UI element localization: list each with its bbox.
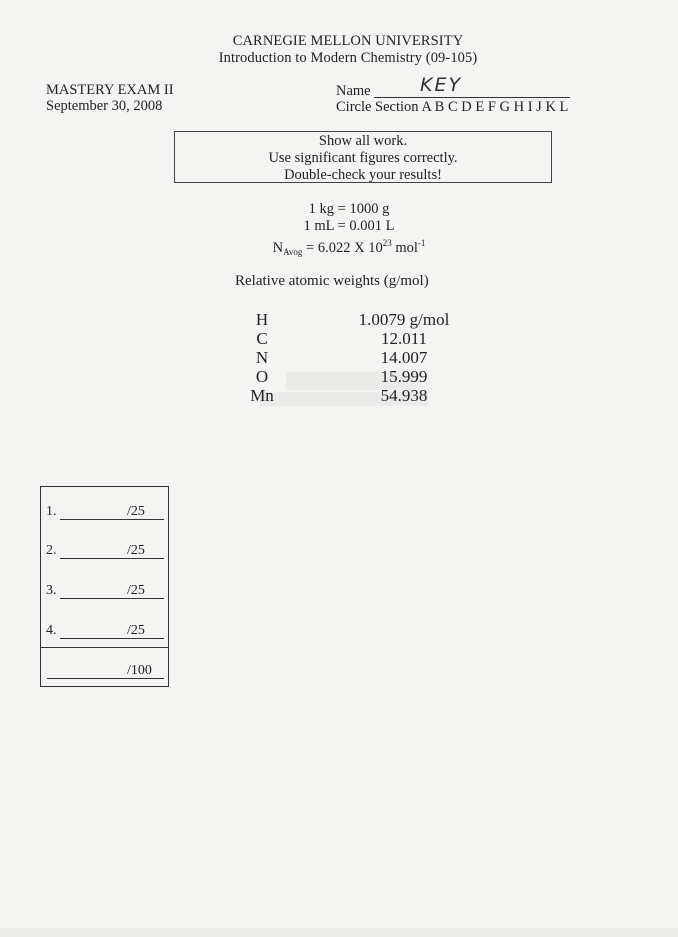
score-blank[interactable] xyxy=(60,598,164,599)
score-row-3 xyxy=(41,583,168,603)
instruction-line: Double-check your results! xyxy=(284,167,442,183)
element-symbol: O xyxy=(255,367,269,386)
constants-block xyxy=(226,201,472,261)
weights-row xyxy=(232,329,472,348)
element-weight: 1.0079 g/mol xyxy=(358,310,450,329)
question-number: 2. xyxy=(46,543,57,558)
instructions-box xyxy=(174,131,552,183)
course-title: Introduction to Modern Chemistry (09-105) xyxy=(218,50,478,66)
score-row-1 xyxy=(41,504,168,524)
weights-row xyxy=(232,386,472,405)
constant-kg: 1 kg = 1000 g xyxy=(308,201,390,217)
atomic-weights-table xyxy=(232,310,472,405)
name-value-handwritten: KEY xyxy=(420,74,463,96)
score-box xyxy=(40,486,169,687)
question-max: /25 xyxy=(127,504,145,519)
score-blank[interactable] xyxy=(60,558,164,559)
avogadro-subscript: Avog xyxy=(283,247,303,257)
circle-section-line[interactable]: Circle Section A B C D E F G H I J K L xyxy=(336,99,569,115)
instruction-line: Use significant figures correctly. xyxy=(268,150,458,166)
question-number: 4. xyxy=(46,623,57,638)
weights-row xyxy=(232,310,472,329)
avogadro-unit: mol xyxy=(391,240,418,256)
element-symbol: Mn xyxy=(250,386,274,405)
question-max: /25 xyxy=(127,583,145,598)
element-symbol: H xyxy=(255,310,269,329)
avogadro-symbol: N xyxy=(272,240,284,256)
total-max: /100 xyxy=(127,663,152,678)
element-symbol: C xyxy=(256,329,268,348)
name-field[interactable] xyxy=(374,97,570,98)
exam-date: September 30, 2008 xyxy=(46,98,163,114)
avogadro-unit-exponent: -1 xyxy=(417,238,426,248)
score-blank[interactable] xyxy=(60,638,164,639)
element-weight: 14.007 xyxy=(380,348,428,367)
score-row-2 xyxy=(41,543,168,563)
element-weight: 12.011 xyxy=(380,329,428,348)
exam-title: MASTERY EXAM II xyxy=(46,82,174,98)
constant-avogadro xyxy=(226,235,472,261)
weights-row xyxy=(232,348,472,367)
avogadro-equals: = 6.022 X 10 xyxy=(302,240,383,256)
atomic-weights-title: Relative atomic weights (g/mol) xyxy=(235,273,429,289)
score-divider xyxy=(41,647,168,648)
question-max: /25 xyxy=(127,623,145,638)
total-score-row xyxy=(41,663,168,683)
weights-row xyxy=(232,367,472,386)
university-title: CARNEGIE MELLON UNIVERSITY xyxy=(232,33,464,49)
instruction-line: Show all work. xyxy=(318,133,408,149)
score-blank[interactable] xyxy=(60,519,164,520)
question-number: 1. xyxy=(46,504,57,519)
avogadro-exponent: 23 xyxy=(382,238,392,248)
element-weight: 54.938 xyxy=(380,386,428,405)
scan-bottom-edge xyxy=(0,928,678,937)
question-max: /25 xyxy=(127,543,145,558)
element-weight: 15.999 xyxy=(380,367,428,386)
score-row-4 xyxy=(41,623,168,643)
question-number: 3. xyxy=(46,583,57,598)
name-label: Name xyxy=(336,83,371,99)
element-symbol: N xyxy=(255,348,269,367)
constant-ml: 1 mL = 0.001 L xyxy=(303,218,395,234)
